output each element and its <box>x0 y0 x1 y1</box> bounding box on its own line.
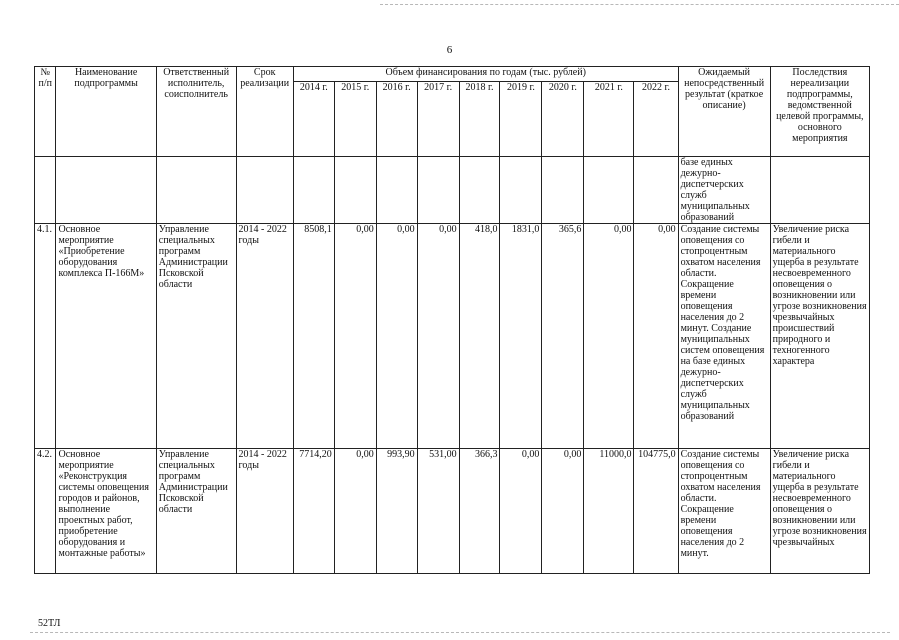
year-header: 2014 г. <box>293 82 334 157</box>
funding-value: 0,00 <box>417 224 459 449</box>
row-expected: Создание системы оповещения со стопроцентным охватом населения области. Сокращение времени оповещения населения до 2 минут. Создание муниципальных систем оповещения на базе единых дежурно-диспетчерских служб муниципальных образований <box>678 224 770 449</box>
row-number: 4.1. <box>35 224 56 449</box>
funding-value: 0,00 <box>334 224 376 449</box>
row-term: 2014 - 2022 годы <box>236 224 293 449</box>
col-header-term: Срок реализации <box>236 67 293 157</box>
funding-value: 104775,0 <box>634 449 678 574</box>
funding-value: 365,6 <box>542 224 584 449</box>
row-consequences: Увеличение риска гибели и материального ущерба в результате несвоевременного оповещения о возникновении или угрозе возникновения чрезвычайных <box>770 449 869 574</box>
header-row <box>35 67 870 82</box>
col-header-expected: Ожидаемый непосредственный результат (краткое описание) <box>678 67 770 157</box>
funding-value: 7714,20 <box>293 449 334 574</box>
footer-code: 52ТЛ <box>38 618 61 629</box>
continuation-row <box>35 157 870 224</box>
year-header: 2021 г. <box>584 82 634 157</box>
funding-value: 0,00 <box>376 224 417 449</box>
funding-value: 11000,0 <box>584 449 634 574</box>
row-responsible: Управление специальных программ Администрации Псковской области <box>156 224 236 449</box>
col-header-funding: Объем финансирования по годам (тыс. рублей) <box>293 67 678 82</box>
year-header: 2016 г. <box>376 82 417 157</box>
col-header-responsible: Ответственный исполнитель, соисполнитель <box>156 67 236 157</box>
row-name: Основное мероприятие «Реконструкция системы оповещения городов и районов, выполнение проектных работ, приобретение оборудования и монтажные работы» <box>56 449 156 574</box>
funding-value: 531,00 <box>417 449 459 574</box>
funding-value: 0,00 <box>634 224 678 449</box>
col-header-name: Наименование подпрограммы <box>56 67 156 157</box>
year-header: 2017 г. <box>417 82 459 157</box>
funding-value: 418,0 <box>459 224 500 449</box>
year-header: 2022 г. <box>634 82 678 157</box>
year-header: 2019 г. <box>500 82 542 157</box>
year-header: 2015 г. <box>334 82 376 157</box>
funding-value: 8508,1 <box>293 224 334 449</box>
col-header-no: № п/п <box>35 67 56 157</box>
page-number: 6 <box>446 44 453 56</box>
continuation-expected: базе единых дежурно-диспетчерских служб муниципальных образований <box>678 157 770 224</box>
funding-value: 993,90 <box>376 449 417 574</box>
row-term: 2014 - 2022 годы <box>236 449 293 574</box>
row-consequences: Увеличение риска гибели и материального ущерба в результате несвоевременного оповещения о возникновении или угрозе возникновения чрезвычайных происшествий природного и техногенного характера <box>770 224 869 449</box>
table-row <box>35 449 870 574</box>
row-name: Основное мероприятие «Приобретение оборудования комплекса П-166М» <box>56 224 156 449</box>
row-responsible: Управление специальных программ Администрации Псковской области <box>156 449 236 574</box>
scan-edge-top <box>380 4 899 5</box>
table-row <box>35 224 870 449</box>
funding-table <box>34 66 870 574</box>
funding-value: 0,00 <box>542 449 584 574</box>
col-header-consequences: Последствия нереализации подпрограммы, ведомственной целевой программы, основного мероприятия <box>770 67 869 157</box>
row-expected: Создание системы оповещения со стопроцентным охватом населения области. Сокращение времени оповещения населения до 2 минут. <box>678 449 770 574</box>
year-header: 2018 г. <box>459 82 500 157</box>
funding-value: 0,00 <box>334 449 376 574</box>
funding-value: 0,00 <box>500 449 542 574</box>
funding-value: 366,3 <box>459 449 500 574</box>
funding-value: 0,00 <box>584 224 634 449</box>
year-header: 2020 г. <box>542 82 584 157</box>
scan-edge-bottom <box>30 632 890 633</box>
row-number: 4.2. <box>35 449 56 574</box>
funding-value: 1831,0 <box>500 224 542 449</box>
